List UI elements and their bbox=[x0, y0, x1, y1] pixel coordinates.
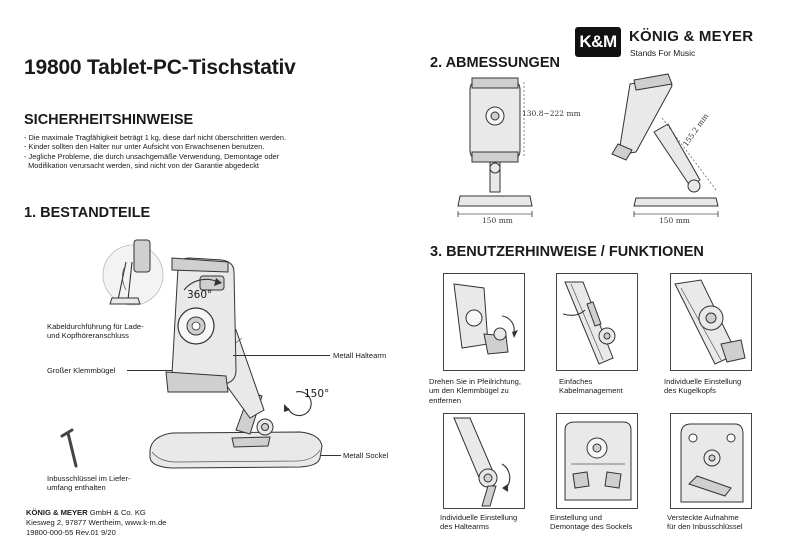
clamp-label: Großer Klemmbügel bbox=[47, 366, 116, 375]
base-label: Metall Sockel bbox=[343, 451, 389, 460]
rotation-360-label: 360° bbox=[187, 289, 213, 301]
rotation-150-label: 150° bbox=[304, 388, 330, 400]
safety-line: - Kinder sollten den Halter nur unter Aufsicht von Erwachsenen benutzen. bbox=[24, 142, 265, 152]
front-width-dimension: 150 mm bbox=[482, 216, 513, 225]
safety-line: - Jegliche Probleme, die durch unsachgemäße Verwendung, Demontage oder bbox=[24, 151, 280, 161]
instruction-caption-ball-head: Individuelle Einstellung des Kugelkopfs bbox=[664, 377, 742, 396]
footer-company: KÖNIG & MEYER GmbH & Co. KG bbox=[26, 508, 146, 517]
instruction-caption-cable: Einfaches Kabelmanagement bbox=[559, 377, 623, 396]
allen-key-label: Inbusschlüssel im Liefer- umfang enthalten bbox=[47, 474, 131, 493]
cable-routing-label: Kabeldurchführung für Lade- und Kopfhöreranschluss bbox=[47, 322, 144, 341]
dimensions-heading: 2. ABMESSUNGEN bbox=[430, 55, 560, 71]
safety-heading: SICHERHEITSHINWEISE bbox=[24, 112, 194, 128]
parts-heading: 1. BESTANDTEILE bbox=[24, 205, 151, 221]
side-height-dimension: 155.2 mm bbox=[681, 111, 711, 149]
side-view-illustration bbox=[612, 74, 718, 217]
side-width-dimension: 150 mm bbox=[659, 216, 690, 225]
instruction-caption-key-storage: Versteckte Aufnahme für den Inbusschlüssel bbox=[667, 513, 743, 532]
brand-name: KÖNIG & MEYER bbox=[629, 28, 754, 45]
km-logo: K&M bbox=[575, 27, 621, 57]
instruction-caption-base: Einstellung und Demontage des Sockels bbox=[550, 513, 633, 532]
arm-label: Metall Haltearm bbox=[333, 351, 387, 360]
instruction-caption-arm: Individuelle Einstellung des Haltearms bbox=[440, 513, 518, 532]
footer-address: Kiesweg 2, 97877 Wertheim, www.k-m.de bbox=[26, 517, 167, 527]
height-range-dimension: 130.8~222 mm bbox=[522, 109, 581, 118]
instruction-image-remove-clamp bbox=[443, 273, 525, 371]
instruction-caption-remove-clamp: Drehen Sie in Pfeilrichtung, um den Klemmbügel zu entfernen bbox=[429, 377, 522, 405]
front-view-illustration bbox=[458, 78, 532, 217]
instruction-image-ball-head bbox=[670, 273, 752, 371]
brand-tagline: Stands For Music bbox=[630, 48, 696, 58]
page-title: 19800 Tablet-PC-Tischstativ bbox=[24, 56, 296, 79]
instruction-image-base bbox=[556, 413, 638, 509]
footer-revision: 19800-000-55 Rev.01 9/20 bbox=[26, 527, 116, 537]
safety-line: Modifikation verursacht werden, sind nicht von der Garantie abgedeckt bbox=[24, 161, 259, 171]
instruction-image-key-storage bbox=[670, 413, 752, 509]
instructions-heading: 3. BENUTZERHINWEISE / FUNKTIONEN bbox=[430, 244, 704, 260]
instruction-image-cable bbox=[556, 273, 638, 371]
instruction-image-arm bbox=[443, 413, 525, 509]
safety-line: - Die maximale Tragfähigkeit beträgt 1 kg, diese darf nicht überschritten werden. bbox=[24, 133, 287, 142]
